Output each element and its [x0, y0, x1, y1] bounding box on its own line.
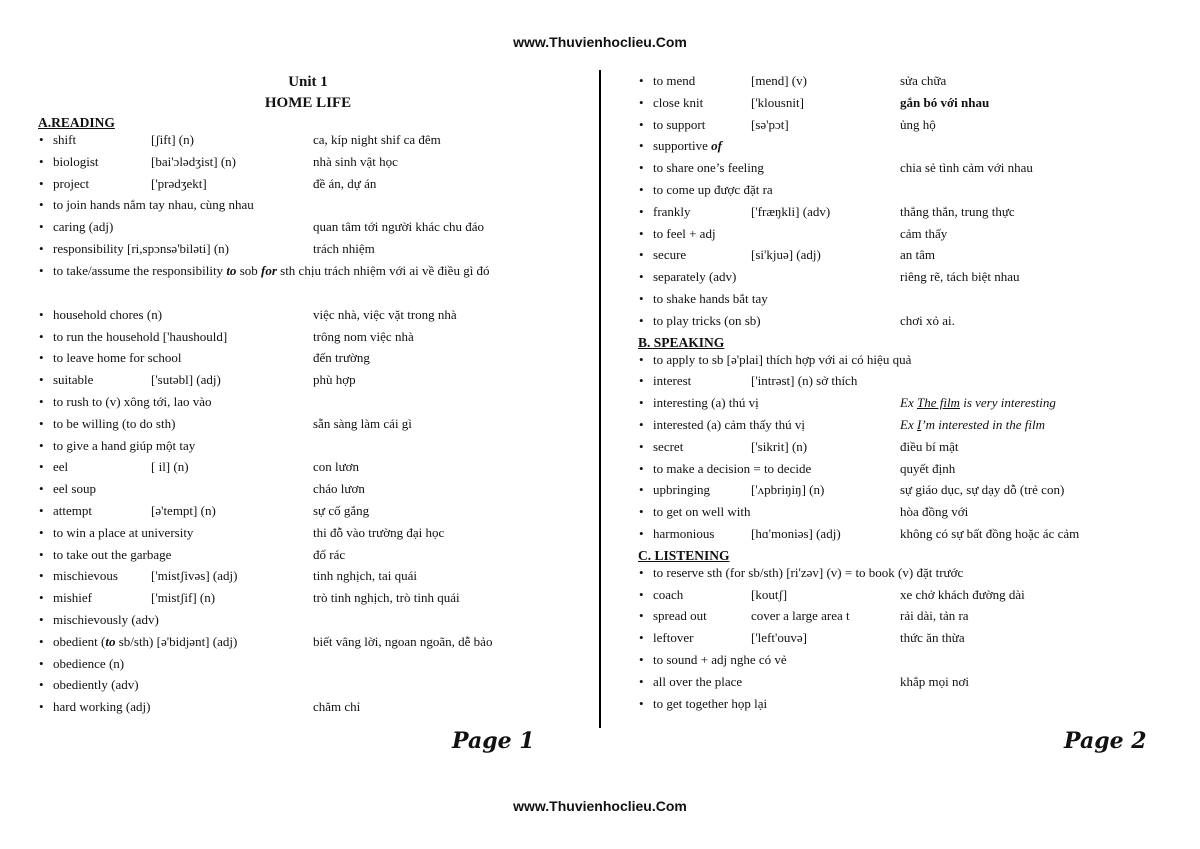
vocab-pronunciation: cover a large area t: [751, 608, 850, 624]
vocab-term: to leave home for school: [53, 350, 182, 366]
vocab-term-segment: to take/assume the responsibility: [53, 262, 227, 278]
vocab-pronunciation: ['sutəbl] (adj): [151, 372, 221, 388]
vocab-entry: [638, 394, 1168, 416]
vocab-entry: [638, 673, 1168, 695]
vocab-meaning: con lươn: [313, 459, 360, 475]
vocab-entry: [638, 629, 1168, 651]
vocab-list-speaking: [638, 351, 1168, 547]
vocab-entry: [638, 564, 1168, 586]
vocab-term: harmonious: [653, 525, 715, 541]
unit-number: Unit 1: [288, 74, 328, 90]
vocab-term: coach: [653, 586, 684, 602]
vocab-pronunciation: [bai'ɔlədʒist] (n): [151, 153, 236, 169]
vocab-term: separately (adv): [653, 269, 737, 285]
vocab-term: [53, 262, 490, 280]
vocab-example-segment: Ex: [900, 395, 917, 411]
vocab-example-segment: is very interesting: [959, 395, 1056, 411]
vocab-meaning: thức ăn thừa: [900, 630, 965, 646]
vocab-entry: [638, 225, 1168, 247]
vocab-meaning: sửa chữa: [900, 73, 947, 88]
vocab-term: to support: [653, 116, 706, 132]
vocab-pronunciation: ['prədʒekt]: [151, 175, 207, 191]
vocab-entry: [638, 246, 1168, 268]
vocab-term: attempt: [53, 502, 92, 518]
vocab-meaning: trách nhiệm: [313, 240, 375, 256]
vocab-term: secret: [653, 438, 684, 454]
vocab-example-segment: I: [916, 416, 922, 432]
vocab-term: hard working (adj): [53, 699, 151, 715]
vocab-meaning: gắn bó với nhau: [900, 94, 990, 110]
vocab-meaning: đến trường: [313, 350, 370, 366]
vocab-pronunciation: [ il] (n): [151, 459, 189, 475]
vocab-meaning: hòa đồng với: [900, 504, 969, 520]
vocab-entry: [638, 525, 1168, 547]
vocab-meaning: không có sự bất đồng hoặc ác cảm: [900, 525, 1080, 541]
vocab-entry: [38, 196, 578, 218]
vocab-entry: [638, 695, 1168, 717]
vocab-term: mischievous: [53, 568, 118, 584]
vocab-meaning: trông nom việc nhà: [313, 328, 414, 344]
vocab-entry: [38, 698, 578, 720]
vocab-term: to rush to (v) xông tới, lao vào: [53, 393, 212, 409]
vocab-meaning: sự giáo dục, sự dạy dỗ (trẻ con): [900, 482, 1065, 498]
vocab-pronunciation: ['mistʃivəs] (adj): [151, 568, 238, 584]
vocab-meaning: chia sẻ tình cảm với nhau: [900, 160, 1033, 176]
vocab-term: obedience (n): [53, 655, 125, 671]
vocab-entry: [38, 480, 578, 502]
vocab-meaning: thi đỗ vào trường đại học: [313, 524, 445, 540]
vocab-term: to get together họp lại: [653, 695, 768, 711]
vocab-entry: [38, 393, 578, 415]
vocab-meaning: biết vâng lời, ngoan ngoãn, dễ bảo: [313, 633, 493, 649]
vocab-entry: [38, 306, 578, 328]
vocab-entry: [638, 203, 1168, 225]
vocab-term: shift: [53, 132, 77, 147]
vocab-entry: [638, 586, 1168, 608]
vocab-term: to sound + adj nghe có vẻ: [653, 651, 787, 667]
vocab-entry: [638, 290, 1168, 312]
vocab-meaning: an tâm: [900, 247, 936, 263]
vocab-term: to shake hands bắt tay: [653, 290, 768, 306]
vocab-entry: [638, 312, 1168, 334]
vocab-term: eel soup: [53, 481, 96, 497]
vocab-meaning: cháo lươn: [313, 481, 365, 497]
vocab-entry: [638, 137, 1168, 159]
vocab-pronunciation: [mend] (v): [751, 73, 807, 88]
vocab-entry: [38, 415, 578, 437]
vocab-entry: [638, 481, 1168, 503]
vocab-meaning: sự cố gắng: [313, 502, 370, 518]
vocab-entry: [38, 175, 578, 197]
vocab-meaning: khắp mọi nơi: [900, 673, 969, 689]
vocab-entry: [38, 502, 578, 524]
vocab-example-segment: ’m interested in the film: [921, 416, 1046, 432]
vocab-list-reading-continued: [638, 72, 1168, 334]
vocab-term: interest: [653, 373, 692, 389]
unit-name: HOME LIFE: [264, 95, 352, 111]
vocab-meaning: quyết định: [900, 460, 956, 476]
site-url-header: www.Thuvienhoclieu.Com: [513, 34, 687, 50]
vocab-list-reading: [38, 131, 578, 720]
vocab-term: interesting (a) thú vị: [653, 395, 759, 411]
vocab-entry: [38, 262, 578, 306]
vocab-pronunciation: [hɑ'moniəs] (adj): [751, 525, 841, 541]
vocab-entry: [38, 437, 578, 459]
vocab-pronunciation: ['sikrit] (n): [751, 438, 808, 454]
vocab-term: upbringing: [653, 482, 711, 498]
vocab-meaning: xe chở khách đường dài: [900, 586, 1025, 602]
page-label-2: Page 2: [1064, 728, 1147, 754]
vocab-meaning: việc nhà, việc vặt trong nhà: [313, 306, 457, 322]
vocab-meaning: chơi xỏ ai.: [900, 312, 955, 328]
vocab-entry: [638, 72, 1168, 94]
vocab-meaning: riêng rẽ, tách biệt nhau: [900, 269, 1020, 285]
section-heading-reading: A.READING: [38, 115, 115, 130]
vocab-entry: [38, 567, 578, 589]
vocab-entry: [638, 181, 1168, 203]
section-heading-listening: C. LISTENING: [638, 547, 730, 563]
vocab-meaning: chăm chỉ: [313, 699, 361, 715]
vocab-term: to give a hand giúp một tay: [53, 437, 196, 453]
vocab-term: close knit: [653, 94, 704, 110]
vocab-pronunciation: ['mistʃif] (n): [151, 590, 216, 606]
vocab-pronunciation: [koutʃ]: [751, 586, 788, 602]
vocab-entry: [38, 633, 578, 655]
vocab-term: frankly: [653, 203, 691, 219]
page-label-1: Page 1: [452, 728, 535, 754]
vocab-term: all over the place: [653, 673, 743, 689]
vocab-entry: [638, 438, 1168, 460]
vocab-entry: [638, 416, 1168, 438]
vocab-term: to make a decision = to decide: [653, 460, 812, 476]
vocab-term-segment: of: [711, 138, 722, 154]
vocab-entry: [38, 611, 578, 633]
vocab-term: spread out: [653, 608, 707, 624]
vocab-term: to take out the garbage: [53, 546, 172, 562]
vocab-term-segment: sob: [236, 262, 261, 278]
vocab-example: [900, 416, 1045, 434]
vocab-term: [53, 633, 237, 651]
vocab-term-segment: sth chịu trách nhiệm với ai về điều gì đó: [276, 262, 490, 278]
vocab-term: suitable: [53, 372, 94, 388]
vocab-term: interested (a) cảm thấy thú vị: [653, 416, 805, 432]
vocab-meaning: nhà sinh vật học: [313, 153, 398, 169]
vocab-entry: [38, 240, 578, 262]
vocab-entry: [638, 94, 1168, 116]
vocab-pronunciation: [ə'tempt] (n): [151, 502, 216, 518]
vocab-entry: [638, 607, 1168, 629]
vocab-pronunciation: [sə'pɔt]: [751, 116, 789, 132]
vocab-example-segment: Ex: [900, 416, 917, 432]
vocab-term: mischievously (adv): [53, 611, 159, 627]
vocab-list-listening: [638, 564, 1168, 717]
vocab-meaning: đề án, dự án: [313, 175, 377, 191]
vocab-term-segment: for: [261, 262, 277, 278]
vocab-entry: [38, 546, 578, 568]
vocab-term: [653, 137, 722, 155]
vocab-term: to run the household ['haushould]: [53, 328, 228, 344]
vocab-entry: [38, 655, 578, 677]
vocab-meaning: phù hợp: [313, 372, 356, 388]
vocab-term-segment: supportive: [653, 138, 712, 154]
vocab-entry: [638, 116, 1168, 138]
vocab-term: to share one’s feeling: [653, 160, 764, 176]
vocab-entry: [38, 218, 578, 240]
vocab-meaning: cảm thấy: [900, 225, 948, 241]
vocab-term: project: [53, 175, 90, 191]
left-column: [38, 72, 578, 720]
vocab-term-segment: to: [105, 633, 116, 649]
vocab-term: to play tricks (on sb): [653, 312, 761, 328]
vocab-meaning: sẵn sàng làm cái gì: [313, 415, 412, 431]
vocab-entry: [38, 676, 578, 698]
vocab-term: to join hands nắm tay nhau, cùng nhau: [53, 197, 254, 213]
vocab-meaning: điều bí mật: [900, 438, 959, 454]
vocab-pronunciation: [ʃift] (n): [151, 132, 194, 147]
vocab-entry: [638, 268, 1168, 290]
right-column: [638, 72, 1168, 716]
vocab-pronunciation: ['intrəst] (n) sở thích: [751, 373, 858, 389]
site-url-footer: www.Thuvienhoclieu.Com: [513, 798, 687, 814]
vocab-pronunciation: ['ʌpbriŋiŋ] (n): [751, 482, 825, 498]
vocab-entry: [38, 349, 578, 371]
vocab-term: leftover: [653, 630, 694, 646]
vocab-term: to feel + adj: [653, 225, 716, 241]
vocab-term: biologist: [53, 153, 99, 169]
vocab-term: household chores (n): [53, 306, 163, 322]
vocab-entry: [38, 589, 578, 611]
vocab-meaning: đổ rác: [313, 546, 346, 562]
vocab-example: [900, 394, 1056, 412]
vocab-term: caring (adj): [53, 219, 114, 235]
vocab-term: to come up được đặt ra: [653, 181, 773, 197]
vocab-term: to reserve sth (for sb/sth) [ri'zəv] (v) = to book (v) đặt trước: [653, 564, 964, 580]
vocab-entry: [38, 524, 578, 546]
vocab-term: mishief: [53, 590, 92, 606]
vocab-entry: [38, 328, 578, 350]
vocab-term: obediently (adv): [53, 677, 139, 693]
column-divider: [599, 70, 601, 728]
vocab-term-segment: to: [226, 262, 237, 278]
vocab-meaning: tinh nghịch, tai quái: [313, 568, 417, 584]
vocab-term: eel: [53, 459, 69, 475]
vocab-example-segment: The film: [916, 395, 960, 411]
vocab-pronunciation: ['left'ouvə]: [751, 630, 807, 646]
vocab-term-segment: sb/sth) [ə'bidjənt] (adj): [115, 633, 238, 649]
vocab-term: to be willing (to do sth): [53, 415, 176, 431]
vocab-meaning: trò tinh nghịch, trò tinh quái: [313, 590, 460, 606]
vocab-term: to apply to sb [ə'plai] thích hợp với ai có hiệu quả: [653, 351, 912, 367]
vocab-pronunciation: [si'kjuə] (adj): [751, 247, 821, 263]
vocab-entry: [38, 131, 578, 153]
vocab-meaning: thẳng thắn, trung thực: [900, 203, 1015, 219]
vocab-pronunciation: ['fræŋkli] (adv): [751, 203, 831, 219]
vocab-entry: [638, 651, 1168, 673]
vocab-entry: [638, 351, 1168, 373]
vocab-meaning: quan tâm tới người khác chu đáo: [313, 219, 484, 235]
vocab-term: to get on well with: [653, 504, 751, 520]
vocab-entry: [38, 458, 578, 480]
section-heading-speaking: B. SPEAKING: [638, 334, 725, 350]
vocab-pronunciation: ['klousnit]: [751, 94, 804, 110]
vocab-entry: [638, 159, 1168, 181]
vocab-term: to win a place at university: [53, 524, 194, 540]
vocab-term-segment: obedient (: [53, 633, 106, 649]
vocab-entry: [638, 372, 1168, 394]
vocab-entry: [638, 460, 1168, 482]
vocab-entry: [38, 371, 578, 393]
vocab-meaning: rải dài, tản ra: [900, 608, 969, 624]
vocab-meaning: ủng hộ: [900, 116, 936, 132]
vocab-term: secure: [653, 247, 687, 263]
vocab-term: responsibility [ri,spɔnsə'biləti] (n): [53, 240, 230, 256]
vocab-entry: [38, 153, 578, 175]
vocab-entry: [638, 503, 1168, 525]
vocab-term: to mend: [653, 73, 696, 88]
vocab-meaning: ca, kíp night shif ca đêm: [313, 132, 441, 147]
